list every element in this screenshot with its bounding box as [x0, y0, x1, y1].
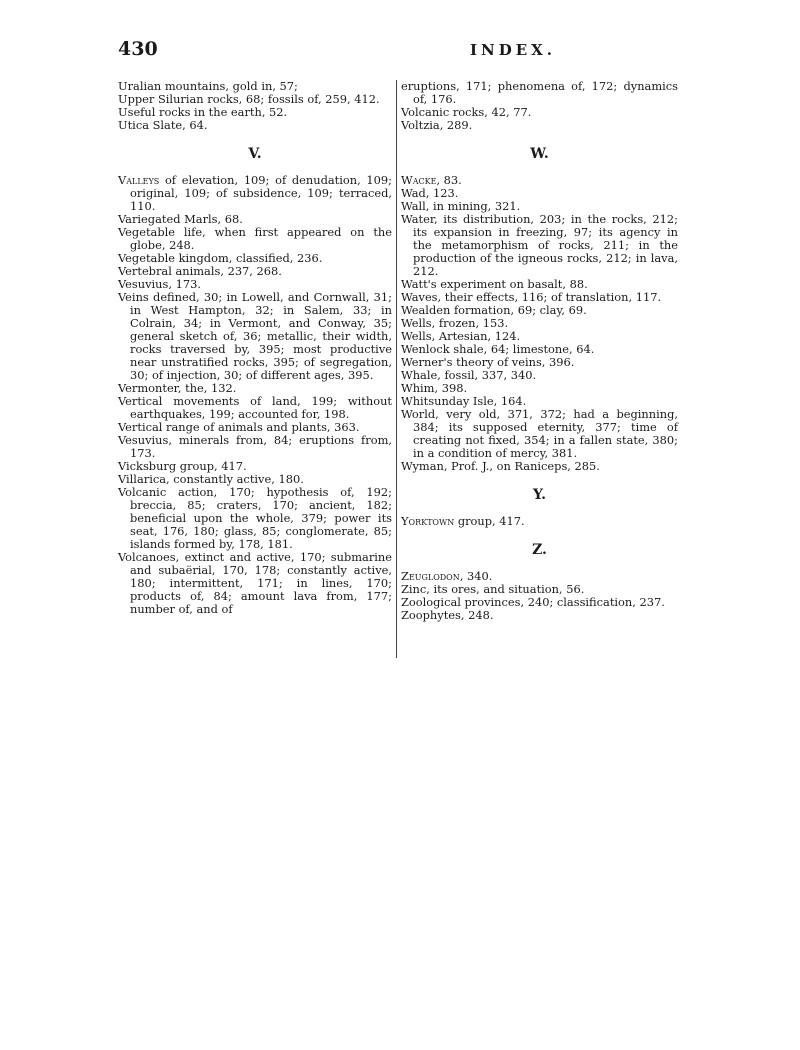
entry-text: Water, its distribution, 203; in the rocks, 212; its expansion in freezing, 97; its agency in the metamorphism of rocks, 211; in the production of the igneous rocks, 212; in lava, 212. — [401, 212, 678, 278]
index-entry — [401, 609, 678, 622]
entry-text: eruptions, 171; phenomena of, 172; dynamics of, 176. — [401, 79, 678, 106]
entry-text: Vegetable life, when first appeared on the globe, 248. — [118, 225, 392, 252]
entry-text: Volcanic action, 170; hypothesis of, 192; breccia, 85; craters, 170; ancient, 182; beneficial upon the whole, 379; power its seat, 176, 180; glass, 85; conglomerate, 85; islands formed by, 178, 181. — [118, 485, 392, 551]
entry-text: , 340. — [459, 569, 493, 583]
entry-text: Watt's experiment on basalt, 88. — [401, 277, 588, 291]
index-entry — [401, 80, 678, 106]
index-entry — [401, 213, 678, 278]
entry-text: Zoological provinces, 240; classification, 237. — [401, 595, 665, 609]
entry-text: Voltzia, 289. — [401, 118, 473, 132]
entry-text: Werner's theory of veins, 396. — [401, 355, 575, 369]
section-letter: Z. — [532, 542, 547, 558]
right-column — [401, 80, 678, 622]
left-column — [118, 80, 392, 616]
entry-text: Volcanic rocks, 42, 77. — [401, 105, 532, 119]
entry-text: Upper Silurian rocks, 68; fossils of, 259, 412. — [118, 92, 380, 106]
entry-text: World, very old, 371, 372; had a beginning, 384; its supposed eternity, 377; time of creating not fixed, 354; in a fallen state, 380; in a condition of mercy, 381. — [401, 407, 678, 460]
entry-lead: Zeuglodon — [401, 569, 460, 583]
entry-text: Vertebral animals, 237, 268. — [118, 264, 282, 278]
entry-text: Villarica, constantly active, 180. — [118, 472, 304, 486]
index-entry — [118, 434, 392, 460]
section-letter: W. — [530, 146, 549, 162]
entry-text: Zinc, its ores, and situation, 56. — [401, 582, 585, 596]
index-entry — [118, 395, 392, 421]
entry-text: Vertical range of animals and plants, 363. — [118, 420, 360, 434]
entry-lead: Valleys — [118, 173, 160, 187]
entry-text: Veins defined, 30; in Lowell, and Cornwall, 31; in West Hampton, 32; in Salem, 33; in Colrain, 34; in Vermont, and Conway, 35; general sketch of, 36; metallic, their width, rocks traversed by, 395; most productive near unstratified rocks, 395; of segregation, 30; of injection, 30; of different ages, 395. — [118, 290, 392, 382]
entry-text: Wealden formation, 69; clay, 69. — [401, 303, 587, 317]
entry-text: Wells, frozen, 153. — [401, 316, 509, 330]
page-number: 430 — [118, 38, 158, 60]
entry-text: , 83. — [436, 173, 462, 187]
index-entry — [118, 119, 392, 132]
entry-text: Wall, in mining, 321. — [401, 199, 521, 213]
entry-text: Zoophytes, 248. — [401, 608, 494, 622]
index-entry — [401, 119, 678, 132]
index-entry — [118, 291, 392, 382]
entry-text: Whale, fossil, 337, 340. — [401, 368, 537, 382]
entry-text: Wyman, Prof. J., on Raniceps, 285. — [401, 459, 600, 473]
entry-text: Volcanoes, extinct and active, 170; submarine and subaërial, 170, 178; constantly active, 180; intermittent, 171; in lines, 170; products of, 84; amount lava from, 177; number of, and of — [118, 550, 392, 616]
entry-text: Vertical movements of land, 199; without earthquakes, 199; accounted for, 198. — [118, 394, 392, 421]
entry-text: Variegated Marls, 68. — [118, 212, 243, 226]
entry-text: Vicksburg group, 417. — [118, 459, 247, 473]
entry-text: of elevation, 109; of denudation, 109; original, 109; of subsidence, 109; terraced, 110. — [130, 173, 392, 213]
index-entry — [118, 226, 392, 252]
index-entry — [118, 174, 392, 213]
index-entry — [401, 408, 678, 460]
entry-text: Uralian mountains, gold in, 57; — [118, 79, 298, 93]
section-letter: Y. — [532, 487, 547, 503]
entry-text: Waves, their effects, 116; of translation, 117. — [401, 290, 662, 304]
entry-text: Wells, Artesian, 124. — [401, 329, 521, 343]
entry-text: Wenlock shale, 64; limestone, 64. — [401, 342, 595, 356]
entry-text: Vegetable kingdom, classified, 236. — [118, 251, 323, 265]
entry-text: Utica Slate, 64. — [118, 118, 208, 132]
entry-lead: Wacke — [401, 173, 437, 187]
entry-text: group, 417. — [454, 514, 525, 528]
entry-text: Whitsunday Isle, 164. — [401, 394, 527, 408]
index-entry — [118, 486, 392, 551]
entry-lead: Yorktown — [401, 514, 455, 528]
index-entry — [118, 551, 392, 616]
entry-text: Vesuvius, 173. — [118, 277, 201, 291]
entry-text: Wad, 123. — [401, 186, 459, 200]
entry-text: Useful rocks in the earth, 52. — [118, 105, 288, 119]
entry-text: Whim, 398. — [401, 381, 468, 395]
column-divider — [396, 80, 397, 658]
running-title: INDEX. — [470, 41, 557, 59]
entry-text: Vesuvius, minerals from, 84; eruptions from, 173. — [118, 433, 392, 460]
index-entry — [401, 460, 678, 473]
page-header — [118, 38, 678, 62]
entry-text: Vermonter, the, 132. — [118, 381, 237, 395]
index-entry — [401, 515, 678, 528]
section-letter: V. — [248, 146, 262, 162]
